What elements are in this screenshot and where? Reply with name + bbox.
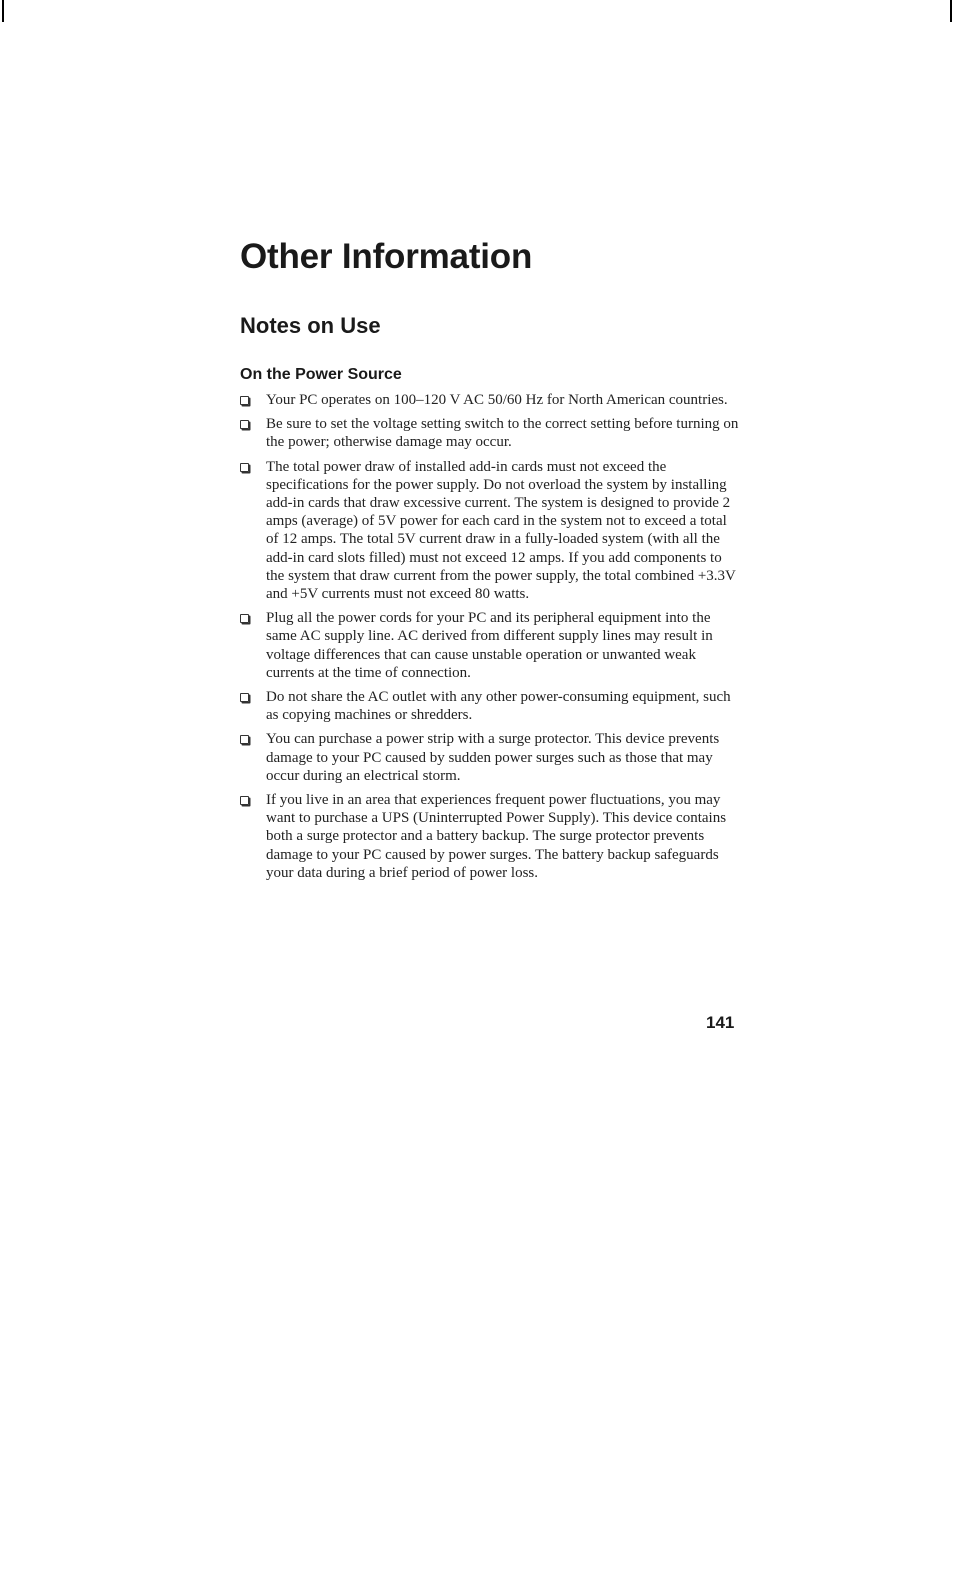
page-content: [240, 232, 740, 888]
checkbox-bullet-icon: [240, 420, 249, 429]
list-item: [240, 415, 740, 451]
list-item-text: You can purchase a power strip with a surge protector. This device prevents damage to your PC caused by sudden power surges such as those that may occur during an electrical storm.: [266, 731, 720, 784]
crop-mark-right: [950, 0, 952, 22]
crop-mark-left: [2, 0, 4, 22]
checkbox-bullet-icon: [240, 396, 249, 405]
list-item: [240, 391, 740, 409]
list-item-text: Be sure to set the voltage setting switch to the correct setting before turning on the power; otherwise damage may occur.: [266, 416, 739, 451]
list-item: [240, 791, 740, 882]
list-item: [240, 730, 740, 785]
list-item-text: Do not share the AC outlet with any other power-consuming equipment, such as copying machines or shredders.: [266, 689, 731, 724]
list-item: [240, 609, 740, 682]
section-title: Notes on Use: [240, 313, 381, 338]
checkbox-bullet-icon: [240, 735, 249, 744]
list-item-text: The total power draw of installed add-in cards must not exceed the specifications for the power supply. Do not overload the system by installing add-in cards that draw excessive current. The system is designed to provide 2 amps (average) of 5V power for each card in the system not to exceed a total of 12 amps. The total 5V current draw in a fully-loaded system (with all the add-in card slots filled) must not exceed 12 amps. If you add components to the system that draw current from the power supply, the total combined +3.3V and +5V currents must not exceed 80 watts.: [266, 458, 736, 603]
page-number: 141: [706, 1013, 735, 1032]
checkbox-bullet-icon: [240, 614, 249, 623]
chapter-title: Other Information: [240, 237, 533, 276]
subsection-title: On the Power Source: [240, 366, 402, 383]
list-item-text: Plug all the power cords for your PC and its peripheral equipment into the same AC supply line. AC derived from different supply lines may result in voltage differences that can cause unstable operation or unwanted weak currents at the time of connection.: [266, 610, 713, 681]
list-item: [240, 458, 740, 604]
checkbox-bullet-icon: [240, 463, 249, 472]
list-item-text: Your PC operates on 100–120 V AC 50/60 Hz for North American countries.: [266, 392, 728, 408]
list-item-text: If you live in an area that experiences frequent power fluctuations, you may want to purchase a UPS (Uninterrupted Power Supply). This device contains both a surge protector and a battery backup. The surge protector prevents damage to your PC caused by power surges. The battery backup safeguards your data during a brief period of power loss.: [266, 792, 727, 881]
bullet-list: [240, 391, 740, 882]
checkbox-bullet-icon: [240, 796, 249, 805]
list-item: [240, 688, 740, 724]
checkbox-bullet-icon: [240, 693, 249, 702]
